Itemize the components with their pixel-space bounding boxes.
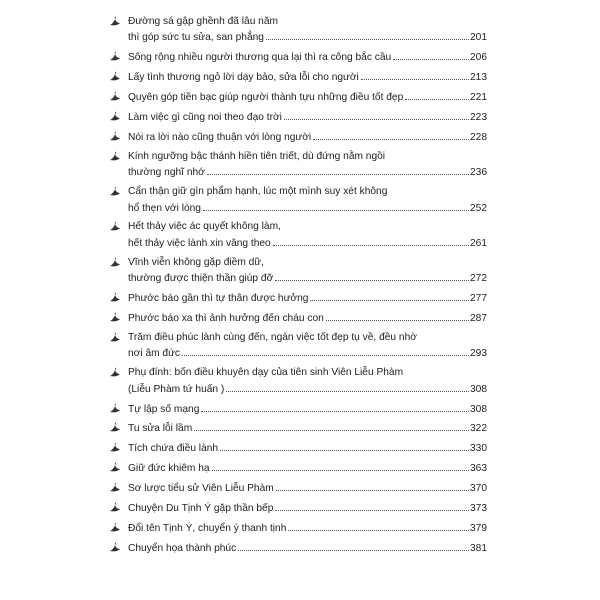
toc-entry[interactable] [109,290,487,306]
dot-leader [226,381,469,392]
toc-entry[interactable] [109,129,487,145]
dot-leader [405,89,469,100]
toc-entry-title-line: Trăm điều phúc lành cùng đến, ngàn việc tốt đẹp tụ về, đều nhờ [128,331,417,343]
dot-leader [203,200,469,211]
toc-entry-page-number: 322 [470,423,487,435]
toc-entry-page-number: 236 [470,167,487,179]
toc-entry-title-line: Tự lập số mạng [128,403,200,415]
toc-entry[interactable] [109,184,487,216]
leaf-ornament-icon [109,502,121,513]
toc-entry[interactable] [109,500,487,516]
toc-entry[interactable] [109,310,487,326]
table-of-contents [109,14,487,560]
toc-entry[interactable] [109,401,487,417]
toc-entry-page-number: 213 [470,72,487,84]
toc-entry[interactable] [109,89,487,105]
leaf-ornament-icon [109,442,121,453]
toc-entry-page-number: 223 [470,112,487,124]
toc-entry-page-number: 363 [470,463,487,475]
toc-entry-title-line: Đổi tên Tịnh Ý, chuyển ý thanh tịnh [128,522,287,534]
toc-entry[interactable] [109,109,487,125]
toc-entry-page-number: 373 [470,503,487,515]
leaf-ornament-icon [109,542,121,553]
toc-entry-title-line: thì góp sức tu sửa, san phẳng [128,32,264,44]
toc-entry-title-line: Nói ra lời nào cũng thuận với lòng người [128,131,312,143]
toc-entry-title-line: hết thảy việc lành xin vâng theo [128,237,271,249]
toc-entry-page-number: 206 [470,52,487,64]
toc-entry-page-number: 201 [470,32,487,44]
toc-entry[interactable] [109,520,487,536]
dot-leader [238,540,469,551]
toc-entry-title-line: Giữ đức khiêm hạ [128,463,210,475]
dot-leader [201,401,469,412]
toc-entry-page-number: 287 [470,313,487,324]
toc-entry-title-line: Cẩn thận giữ gìn phẩm hạnh, lúc một mình suy xét không [128,186,388,198]
toc-entry-title-line: Tu sửa lỗi lầm [128,423,193,435]
leaf-ornament-icon [109,71,121,82]
toc-entry-page-number: 228 [470,131,487,143]
toc-entry-title-line: Vĩnh viễn không gặp điềm dữ, [128,256,264,268]
toc-entry-page-number: 370 [470,483,487,495]
leaf-ornament-icon [109,422,121,433]
dot-leader [284,109,469,120]
toc-entry-title-line: Quyên góp tiền bạc giúp người thành tựu những điều tốt đẹp [128,92,404,104]
leaf-ornament-icon [109,221,121,232]
toc-entry-page-number: 221 [470,92,487,104]
dot-leader [266,29,469,40]
toc-entry-page-number: 252 [470,202,487,214]
toc-entry-title-line: Chuyển họa thành phúc [128,542,237,554]
toc-entry[interactable] [109,219,487,251]
toc-entry[interactable] [109,14,487,46]
dot-leader [220,440,469,451]
toc-entry-page-number: 308 [470,403,487,415]
dot-leader [310,290,469,301]
leaf-ornament-icon [109,91,121,102]
toc-entry-page-number: 381 [470,542,487,554]
toc-entry[interactable] [109,255,487,287]
toc-entry-page-number: 277 [470,293,487,305]
toc-entry-page-number: 272 [470,273,487,285]
toc-entry-page-number: 293 [470,348,487,360]
dot-leader [212,460,469,471]
toc-entry-title-line: thường nghĩ nhớ [128,167,205,179]
toc-entry-title-line: (Liễu Phàm tứ huấn ) [128,383,225,395]
toc-entry-title-line: Đường sá gập ghềnh đã lâu năm [128,16,279,27]
toc-entry[interactable] [109,420,487,436]
toc-entry-title-line: Kính ngưỡng bậc thánh hiền tiên triết, dù đứng nằm ngồi [128,150,386,162]
leaf-ornament-icon [109,462,121,473]
leaf-ornament-icon [109,332,121,343]
toc-entry[interactable] [109,480,487,496]
toc-entry-title-line: hổ thẹn với lòng [128,202,201,214]
leaf-ornament-icon [109,131,121,142]
dot-leader [273,235,469,246]
toc-entry[interactable] [109,49,487,65]
leaf-ornament-icon [109,51,121,62]
toc-entry[interactable] [109,330,487,362]
leaf-ornament-icon [109,312,121,323]
leaf-ornament-icon [109,367,121,378]
toc-entry-page-number: 330 [470,443,487,455]
dot-leader [276,480,469,491]
dot-leader [361,69,469,80]
toc-entry-title-line: Chuyện Du Tịnh Ý gặp thần bếp [128,503,274,515]
toc-entry-title-line: Phụ đính: bốn điều khuyên dạy của tiên sinh Viên Liễu Phàm [128,367,404,379]
toc-entry-title-line: Phước báo gần thì tự thân được hưởng [128,293,309,305]
toc-entry-page-number: 308 [470,383,487,395]
dot-leader [275,270,469,281]
dot-leader [326,310,469,321]
toc-entry[interactable] [109,540,487,556]
toc-entry-title-line: Phước báo xa thì ảnh hưởng đến cháu con [128,313,324,324]
toc-entry-title-line: Sơ lược tiểu sử Viên Liễu Phàm [128,483,274,495]
leaf-ornament-icon [109,186,121,197]
toc-entry[interactable] [109,69,487,85]
leaf-ornament-icon [109,16,121,27]
dot-leader [393,49,469,60]
leaf-ornament-icon [109,403,121,414]
leaf-ornament-icon [109,257,121,268]
toc-entry-page-number: 379 [470,522,487,534]
toc-entry[interactable] [109,365,487,397]
leaf-ornament-icon [109,151,121,162]
dot-leader [288,520,469,531]
toc-entry-title-line: thường được thiện thần giúp đỡ [128,273,274,285]
dot-leader [275,500,469,511]
toc-entry-page-number: 261 [470,237,487,249]
dot-leader [313,129,469,140]
toc-entry[interactable] [109,460,487,476]
toc-entry[interactable] [109,440,487,456]
leaf-ornament-icon [109,522,121,533]
dot-leader [182,345,469,356]
dot-leader [207,164,469,175]
toc-entry-title-line: Hết thảy việc ác quyết không làm, [128,221,281,233]
toc-entry[interactable] [109,149,487,181]
dot-leader [194,420,469,431]
toc-entry-title-line: Làm việc gì cũng noi theo đạo trời [128,112,282,124]
toc-entry-title-line: Lấy tình thương ngỏ lời dạy bảo, sửa lỗi cho người [128,72,359,84]
toc-entry-title-line: Tích chứa điều lành [128,443,219,455]
leaf-ornament-icon [109,482,121,493]
leaf-ornament-icon [109,292,121,303]
toc-entry-title-line: Sông rộng nhiều người thương qua lại thì ra công bắc cầu [128,52,392,64]
toc-entry-title-line: nơi âm đức [128,348,181,360]
leaf-ornament-icon [109,111,121,122]
